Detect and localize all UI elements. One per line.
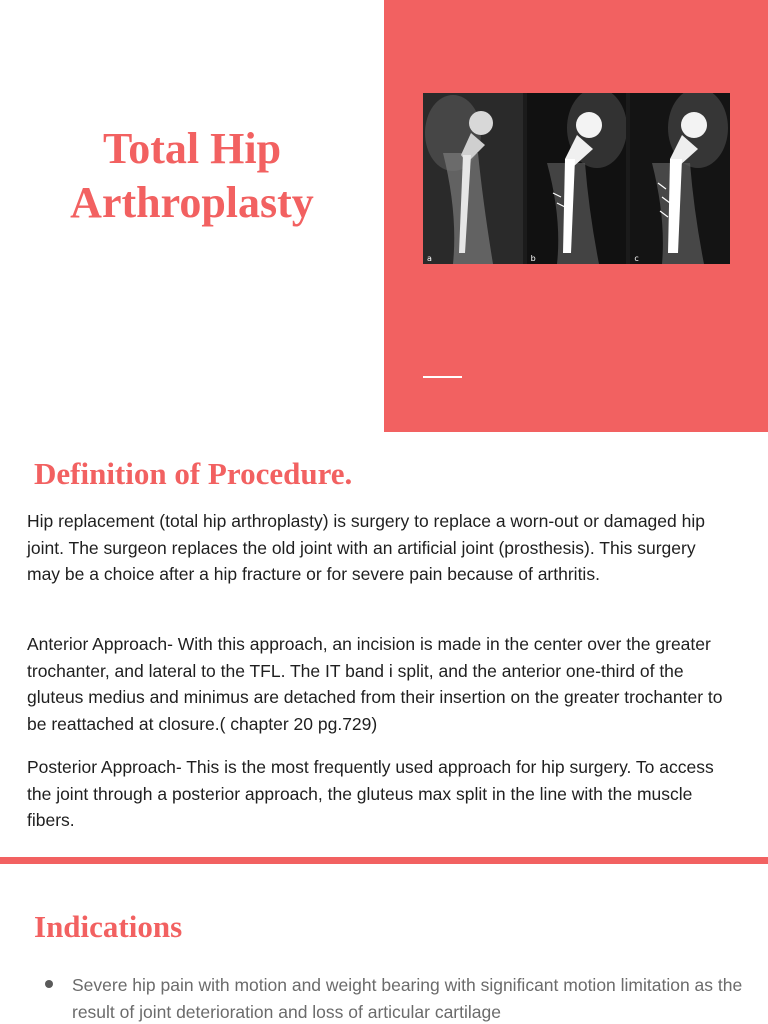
xray-image-a xyxy=(423,93,523,264)
xray-panel-a xyxy=(423,93,523,264)
anterior-approach-paragraph: Anterior Approach- With this approach, an incision is made in the center over the greater trochanter, and lateral to the TFL. The IT band i split, and the anterior one-third of the gluteus medius and minimus are detached from their insertion on the greater trochanter to be reattached at closure.( chapter 20 pg.729) xyxy=(27,634,723,734)
list-item-text: Severe hip pain with motion and weight bearing with significant motion limitation as the result of joint deterioration and loss of articular cartilage xyxy=(72,975,743,1022)
posterior-approach-paragraph: Posterior Approach- This is the most frequently used approach for hip surgery. To access the joint through a posterior approach, the gluteus max split in the line with the muscle fibers. xyxy=(27,757,714,830)
xray-image-strip xyxy=(423,93,730,264)
definition-paragraph: Hip replacement (total hip arthroplasty) is surgery to replace a worn-out or damaged hip joint. The surgeon replaces the old joint with an artificial joint (prosthesis). This surgery may be a choice after a hip fracture or for severe pain because of arthritis. xyxy=(27,511,705,584)
title-divider xyxy=(423,376,462,378)
list-item xyxy=(44,972,744,1024)
xray-image-b xyxy=(527,93,627,264)
xray-image-c xyxy=(630,93,730,264)
xray-label-c: c xyxy=(634,254,639,263)
bullet-dot-icon xyxy=(45,980,53,988)
section-divider xyxy=(0,857,768,864)
page-title: Total Hip Arthroplasty xyxy=(70,124,314,227)
xray-panel-b xyxy=(527,93,627,264)
xray-label-b: b xyxy=(530,254,536,263)
xray-panel-c xyxy=(630,93,730,264)
definition-heading: Definition of Procedure. xyxy=(34,456,353,491)
xray-label-a: a xyxy=(427,254,432,263)
indications-list xyxy=(44,972,744,1024)
indications-heading: Indications xyxy=(34,909,183,944)
